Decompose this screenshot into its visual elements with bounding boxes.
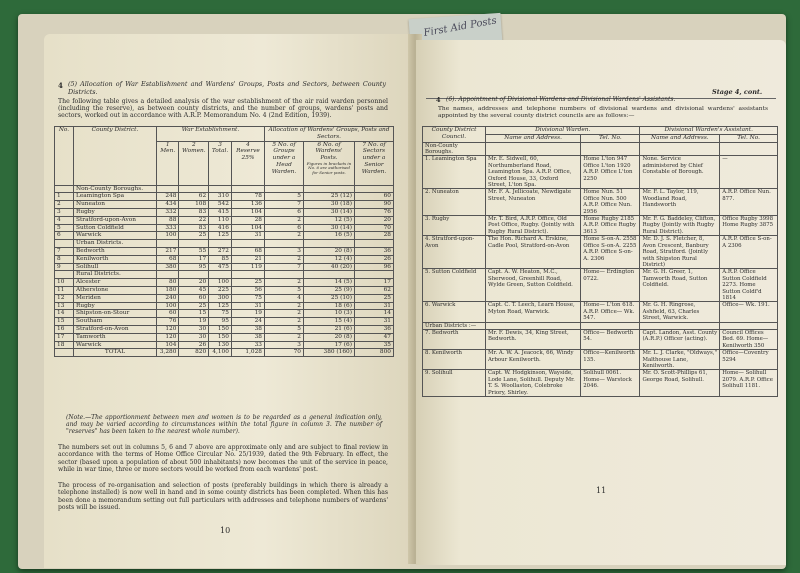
row-council: 7. Bedworth [423,329,486,349]
row-number: 3 [55,208,74,216]
row-total: 150 [209,333,232,341]
row-number: 7 [55,247,74,255]
row-council: 5. Sutton Coldfield [423,269,486,302]
left-intro: The following table gives a detailed analysis of the war establishment of the air raid warden personnel (including the reserve), as between county districts, and the number of groups, wardens' posts and sectors, worked out in accordance with A.R.P. Memorandum No. 4 (2nd Edition, 1939). [58,98,388,119]
row-groups: 7 [265,263,304,271]
row-groups: 3 [265,341,304,349]
group-rural: Rural Districts. [74,271,157,279]
row-groups: 5 [265,193,304,201]
row-district: Solihull [74,263,157,271]
row-sectors: 31 [355,302,394,310]
row-posts: 21 (6) [304,325,355,333]
table-note: (Note.—The apportionment between men and women is to be regarded as a general indication only, and may be varied according to circumstances within the total figure in column 3. The number of "reserves" has been taken to the nearest whole number). [66,414,382,435]
row-reserve: 136 [231,201,264,209]
row-posts: 15 (4) [304,318,355,326]
total-label: TOTAL [74,349,157,357]
row-number: 15 [55,318,74,326]
right-page [416,40,786,565]
total-men: 3,280 [157,349,179,357]
row-number: 16 [55,325,74,333]
row-sectors: 76 [355,208,394,216]
table-row [423,269,778,302]
row-groups: 7 [265,201,304,209]
row-warden-tel: Home— L'ton 618. A.R.P. Office— Wk. 547. [581,302,640,322]
row-groups: 2 [265,216,304,224]
row-district: Bedworth [74,247,157,255]
row-assistant: Mr. D. J. S. Fletcher, 8, Avon Crescent, Banbury Road, Stratford. (Jointly with Shipston Rural District) [640,236,720,269]
row-women: 62 [179,193,209,201]
row-district: Nuneaton [74,201,157,209]
row-warden-tel: Office—Kenilworth 135. [581,350,640,370]
col-men: 1 Men. [157,141,179,185]
left-page-number: 10 [220,526,231,535]
table-row [55,247,394,255]
right-section-number: 4 [436,96,441,104]
total-row [55,349,394,357]
table-row [55,224,394,232]
row-reserve: 31 [231,232,264,240]
row-posts: 40 (20) [304,263,355,271]
table-row [423,236,778,269]
row-total: 415 [209,208,232,216]
row-men: 80 [157,279,179,287]
row-warden: Capt. W. Hodgkinson, Wayside, Lode Lane, Solihull. Deputy Mr. T. S. Woollaston, Colebroke Priory, Shirley. [486,370,581,397]
left-section-number: 4 [58,81,63,90]
col-council: County District Council. [423,127,486,143]
row-warden: Capt. A. W. Heaton, M.C., Sherwood, Greenhill Road, Wylde Green, Sutton Coldfield. [486,269,581,302]
row-assistant: None. Service administered by Chief Constable of Borough. [640,156,720,189]
table-row [55,333,394,341]
row-assistant: Mr. G. H. Greer, 1, Tamworth Road, Sutton Coldfield. [640,269,720,302]
row-number: 9 [55,263,74,271]
row-assistant: Mr. G. H. Ringrose, Ashfield, 63, Charles Street, Warwick. [640,302,720,322]
col-div-warden: Divisional Warden. [486,127,640,135]
row-women: 30 [179,333,209,341]
row-women: 19 [179,318,209,326]
row-reserve: 78 [231,193,264,201]
row-warden-tel: Home S-on-A. 2558 Office S-on-A. 2255 A.R.P. Office S-on-A. 2306 [581,236,640,269]
row-district: Meriden [74,294,157,302]
row-warden-tel: Office— Bedworth 54. [581,329,640,349]
row-district: Leamington Spa [74,193,157,201]
right-section-title: (6). Appointment of Divisional Wardens and Divisional Wardens' Assistants. [446,96,676,103]
row-groups: 2 [265,255,304,263]
row-district: Rugby [74,302,157,310]
row-groups: 2 [265,333,304,341]
row-sectors: 31 [355,318,394,326]
row-total: 125 [209,302,232,310]
row-number: 14 [55,310,74,318]
row-posts: 12 (4) [304,255,355,263]
col-assist-tel: Tel. No. [720,134,778,142]
row-assistant-tel: A.R.P. Office Nun. 877. [720,189,778,216]
row-men: 100 [157,232,179,240]
table-row [423,350,778,370]
row-women: 22 [179,216,209,224]
row-sectors: 70 [355,224,394,232]
total-women: 820 [179,349,209,357]
row-warden-tel: Home Nun. 51 Office Nun. 500 A.R.P. Office Nun. 2956 [581,189,640,216]
row-posts: 18 (6) [304,302,355,310]
row-reserve: 19 [231,310,264,318]
row-council: 6. Warwick [423,302,486,322]
slip-handwriting: First Aid Posts [422,15,498,40]
row-women: 17 [179,255,209,263]
table-row [55,263,394,271]
row-men: 104 [157,341,179,349]
group-boroughs: Non-County Boroughs. [74,185,157,193]
row-number: 18 [55,341,74,349]
row-reserve: 104 [231,208,264,216]
row-warden-tel: Home L'ton 947 Office L'ton 1920 A.R.P. Office L'ton 2250 [581,156,640,189]
row-total: 75 [209,310,232,318]
row-assistant-tel: A.R.P. Office S-on-A 2306 [720,236,778,269]
row-district: Stratford-upon-Avon [74,216,157,224]
row-men: 380 [157,263,179,271]
row-council: 3. Rugby [423,216,486,236]
row-women: 83 [179,224,209,232]
table-row [55,279,394,287]
row-assistant: Mr. F. G. Baddeley, Clifton, Rugby (Jointly with Rugby Rural District). [640,216,720,236]
row-posts: 30 (14) [304,224,355,232]
war-establishment-table [54,126,394,357]
row-district: Southam [74,318,157,326]
row-men: 120 [157,333,179,341]
table-row [423,322,778,329]
row-posts: 14 (5) [304,279,355,287]
row-assistant: Capt. Landon, Asst. County (A.R.P.) Officer (acting). [640,329,720,349]
row-warden-tel: Home Rugby 2185 A.R.P. Office Rugby 3613 [581,216,640,236]
row-assistant-tel: Council Offices Bed. 69. Home—Kenilworth 350 [720,329,778,349]
row-number: 10 [55,279,74,287]
row-men: 100 [157,302,179,310]
row-men: 332 [157,208,179,216]
row-men: 248 [157,193,179,201]
row-posts: 12 (5) [304,216,355,224]
row-men: 180 [157,286,179,294]
row-groups: 6 [265,208,304,216]
table-row [423,216,778,236]
row-number: 17 [55,333,74,341]
row-women: 45 [179,286,209,294]
row-posts: 30 (18) [304,201,355,209]
col-reserve: 4 Reserve 25% [231,141,264,185]
row-assistant-tel: Home— Solihull 2079. A.R.P. Office Solihull 1181. [720,370,778,397]
row-posts: 25 (10) [304,294,355,302]
row-total: 300 [209,294,232,302]
row-sectors: 36 [355,325,394,333]
table-row [55,341,394,349]
right-group-urban: Urban Districts :— [423,322,486,329]
row-men: 60 [157,310,179,318]
row-warden-tel: Home— Erdington 0722. [581,269,640,302]
row-number: 6 [55,232,74,240]
row-district: Atherstone [74,286,157,294]
row-groups: 3 [265,247,304,255]
total-posts: 380 (160) [304,349,355,357]
row-sectors: 14 [355,310,394,318]
row-men: 333 [157,224,179,232]
row-reserve: 25 [231,279,264,287]
row-assistant-tel: Office Rugby 3998 Home Rugby 3875 [720,216,778,236]
row-total: 310 [209,193,232,201]
row-groups: 2 [265,318,304,326]
row-total: 272 [209,247,232,255]
table-row [55,286,394,294]
row-sectors: 62 [355,286,394,294]
row-warden: Mr. F. A. Jellicoate, Newdigate Street, Nuneaton [486,189,581,216]
row-district: Stratford-on-Avon [74,325,157,333]
row-number: 13 [55,302,74,310]
row-posts: 20 (8) [304,247,355,255]
row-women: 30 [179,325,209,333]
row-total: 130 [209,341,232,349]
row-women: 26 [179,341,209,349]
row-groups: 2 [265,310,304,318]
row-council: 8. Kenilworth [423,350,486,370]
row-district: Tamworth [74,333,157,341]
col-sectors: 7 No. of Sectors under a Senior Warden. [355,141,394,185]
table-row [55,318,394,326]
row-men: 217 [157,247,179,255]
table-row [55,310,394,318]
col-total: 3 Total. [209,141,232,185]
row-warden: Capt. C. T. Leech, Learn House, Myton Road, Warwick. [486,302,581,322]
row-total: 95 [209,318,232,326]
row-number: 8 [55,255,74,263]
row-groups: 2 [265,279,304,287]
row-sectors: 96 [355,263,394,271]
row-total: 542 [209,201,232,209]
table-row [423,370,778,397]
row-men: 68 [157,255,179,263]
col-assist-name: Name and Address. [640,134,720,142]
row-warden: The Hon. Richard A. Erskine, Cadle Pool, Stratford-on-Avon [486,236,581,269]
row-reserve: 38 [231,325,264,333]
row-reserve: 56 [231,286,264,294]
row-sectors: 60 [355,193,394,201]
para-reorganisation: The process of re-organisation and selection of posts (preferably buildings in which there is already a telephone installed) is now well in hand and in some county districts has been completed. When this has been done a memorandum setting out full particulars with addresses and telephone numbers of wardens' posts will be issued. [58,482,388,511]
row-reserve: 28 [231,216,264,224]
row-reserve: 38 [231,333,264,341]
table-row [55,302,394,310]
row-men: 88 [157,216,179,224]
col-allocation: Allocation of Wardens' Groups, Posts and Sectors. [265,127,394,142]
col-warden-name: Name and Address. [486,134,581,142]
row-sectors: 47 [355,333,394,341]
col-war-establishment: War Establishment. [157,127,265,142]
row-total: 475 [209,263,232,271]
table-row [55,294,394,302]
row-groups: 2 [265,232,304,240]
row-groups: 6 [265,224,304,232]
row-total: 110 [209,216,232,224]
row-reserve: 24 [231,318,264,326]
right-group-boroughs: Non-County Boroughs. [423,142,486,156]
row-warden: Mr. T. Bird, A.R.P. Office, Old Post Office, Rugby. (Jointly with Rugby Rural District). [486,216,581,236]
table-row [55,325,394,333]
row-women: 15 [179,310,209,318]
row-number: 4 [55,216,74,224]
row-posts: 17 (6) [304,341,355,349]
row-warden: Mr. E. Sidwell, 60, Northumberland Road, Leamington Spa. A.R.P. Office, Oxford House, 33, Oxford Street, L'ton Spa. [486,156,581,189]
col-warden-tel: Tel. No. [581,134,640,142]
table-row [423,302,778,322]
col-no: No. [55,127,74,186]
row-men: 120 [157,325,179,333]
row-warden-tel: Solihull 0061. Home— Warstock 2046. [581,370,640,397]
row-posts: 30 (14) [304,208,355,216]
row-women: 95 [179,263,209,271]
row-women: 25 [179,302,209,310]
row-sectors: 26 [355,255,394,263]
row-women: 108 [179,201,209,209]
row-council: 4. Stratford-upon-Avon [423,236,486,269]
row-posts: 10 (3) [304,310,355,318]
col-posts-label: 6 No. of Wardens' Posts. [315,141,343,162]
row-total: 125 [209,232,232,240]
col-groups: 5 No. of Groups under a Head Warden. [265,141,304,185]
col-district: County District. [74,127,157,186]
para-numbers: The numbers set out in columns 5, 6 and 7 above are approximate only and are subject to final review in accordance with the terms of Home Office Circular No. 25/1939, dated the 9th February. In effect, the sector (based upon a population of about 500 inhabitants) now becomes the unit of the service in peace, while in war time, three or more sectors would be worked from each wardens' post. [58,444,388,473]
row-sectors: 90 [355,201,394,209]
row-assistant: Mr. O. Scott-Phillips 61, George Road, Solihull. [640,370,720,397]
row-women: 60 [179,294,209,302]
table-row [55,193,394,201]
row-sectors: 20 [355,216,394,224]
row-district: Warwick [74,232,157,240]
col-div-assistant: Divisional Warden's Assistant. [640,127,778,135]
row-warden: Mr. A. W. A. Jeacock, 66, Windy Arbour Kenilworth. [486,350,581,370]
row-council: 2. Nuneaton [423,189,486,216]
row-groups: 5 [265,325,304,333]
row-sectors: 35 [355,341,394,349]
row-reserve: 119 [231,263,264,271]
table-row [55,232,394,240]
right-page-number: 11 [596,486,607,495]
row-women: 55 [179,247,209,255]
table-row [423,189,778,216]
row-groups: 5 [265,286,304,294]
stage-label: Stage 4, cont. [712,88,763,96]
row-sectors: 25 [355,294,394,302]
row-district: Alcester [74,279,157,287]
total-total: 4,100 [209,349,232,357]
table-row [423,329,778,349]
total-sectors: 800 [355,349,394,357]
table-row [423,156,778,189]
row-total: 85 [209,255,232,263]
row-reserve: 21 [231,255,264,263]
col-posts [304,141,355,185]
row-men: 76 [157,318,179,326]
row-assistant: Mr. L. J. Clarke, "Oldways," Malthouse Lane, Kenilworth. [640,350,720,370]
right-intro: The names, addresses and telephone numbers of divisional wardens and divisional wardens' assistants appointed by the several county district councils are as follows:— [438,106,768,119]
table-row [55,208,394,216]
row-sectors: 28 [355,232,394,240]
total-groups: 70 [265,349,304,357]
row-sectors: 17 [355,279,394,287]
row-reserve: 33 [231,341,264,349]
row-district: Warwick [74,341,157,349]
row-warden: Mr. F. Dewis, 34, King Street, Bedworth. [486,329,581,349]
row-assistant-tel: — [720,156,778,189]
row-women: 20 [179,279,209,287]
row-district: Kenilworth [74,255,157,263]
row-posts: 25 (12) [304,193,355,201]
row-groups: 4 [265,294,304,302]
row-sectors: 36 [355,247,394,255]
row-women: 83 [179,208,209,216]
row-reserve: 68 [231,247,264,255]
row-reserve: 31 [231,302,264,310]
left-section-title: (5) Allocation of War Establishment and Wardens' Groups, Posts and Sectors, between County Districts. [68,80,386,96]
row-reserve: 75 [231,294,264,302]
row-number: 12 [55,294,74,302]
row-district: Rugby [74,208,157,216]
row-number: 11 [55,286,74,294]
row-women: 25 [179,232,209,240]
row-assistant: Mr. F. L. Taylor, 119, Woodland Road, Handsworth [640,189,720,216]
row-council: 1. Leamington Spa [423,156,486,189]
table-row [55,201,394,209]
row-total: 416 [209,224,232,232]
row-reserve: 104 [231,224,264,232]
group-urban: Urban Districts. [74,240,157,248]
row-men: 240 [157,294,179,302]
row-groups: 2 [265,302,304,310]
row-assistant-tel: Office— Wk. 191. [720,302,778,322]
row-total: 150 [209,325,232,333]
row-men: 434 [157,201,179,209]
col-posts-note: Figures in brackets in No. 6 are authorised for Senior posts. [306,160,352,175]
row-assistant-tel: Office—Coventry 5294 [720,350,778,370]
row-number: 5 [55,224,74,232]
total-reserve: 1,028 [231,349,264,357]
row-number: 1 [55,193,74,201]
row-council: 9. Solihull [423,370,486,397]
row-posts: 25 (9) [304,286,355,294]
row-total: 225 [209,286,232,294]
divisional-wardens-table [422,126,778,397]
row-posts: 16 (5) [304,232,355,240]
row-assistant-tel: A.R.P. Office Sutton Coldfield 2273. Home Sutton Coldf'd 1814 [720,269,778,302]
row-total: 100 [209,279,232,287]
left-page [44,34,410,568]
table-row [55,216,394,224]
col-women: 2 Women. [179,141,209,185]
table-row [55,255,394,263]
row-district: Shipston-on-Stour [74,310,157,318]
row-number: 2 [55,201,74,209]
row-district: Sutton Coldfield [74,224,157,232]
row-posts: 20 (8) [304,333,355,341]
